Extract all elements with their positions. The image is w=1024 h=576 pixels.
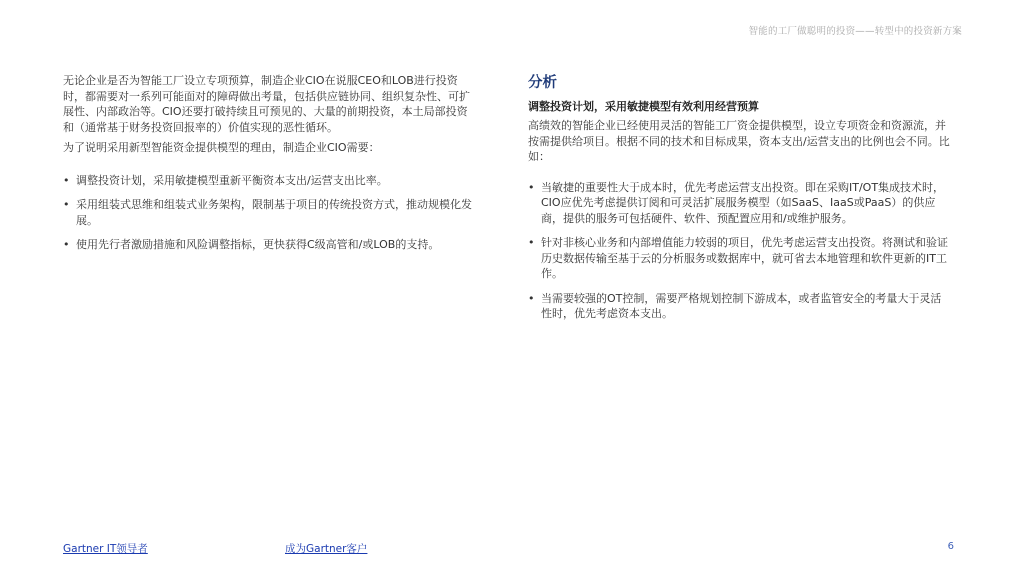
list-item-text: 当敏捷的重要性大于成本时，优先考虑运营支出投资。即在采购IT/OT集成技术时，CIO应优先考虑提供订阅和可灵活扩展服务模型（如SaaS、IaaS或PaaS）的供应商，提供的服务可包括硬件、软件、预配置应用和/或维护服务。	[541, 180, 945, 225]
analysis-intro-paragraph: 高绩效的智能企业已经使用灵活的智能工厂资金提供模型，设立专项资金和资源流，并按需提供给项目。根据不同的技术和目标成果，资本支出/运营支出的比例也会不同。比如：	[528, 119, 950, 163]
list-item-text: 针对非核心业务和内部增值能力较弱的项目，优先考虑运营支出投资。将测试和验证历史数据传输至基于云的分析服务或数据库中，就可省去本地管理和软件更新的IT工作。	[541, 236, 948, 280]
list-item	[63, 237, 475, 253]
lead-in-paragraph: 为了说明采用新型智能资金提供模型的理由，制造企业CIO需要：	[63, 141, 380, 154]
analysis-list	[528, 180, 952, 322]
list-item-text: 采用组装式思维和组装式业务架构，限制基于项目的传统投资方式，推动规模化发展。	[76, 198, 472, 227]
list-item	[528, 291, 952, 322]
gartner-it-leaders-link[interactable]: Gartner IT领导者	[63, 543, 148, 555]
become-gartner-client-link[interactable]: 成为Gartner客户	[285, 543, 368, 555]
page-number: 6	[947, 541, 954, 552]
list-item-text: 当需要较强的OT控制，需要严格规划控制下游成本，或者监管安全的考量大于灵活性时，优先考虑资本支出。	[541, 291, 942, 320]
section-subheading: 调整投资计划，采用敏捷模型有效利用经营预算	[528, 100, 759, 113]
list-item	[528, 180, 952, 227]
document-header-title: 智能的工厂做聪明的投资——转型中的投资新方案	[748, 26, 962, 37]
list-item	[528, 235, 952, 282]
list-item	[63, 173, 475, 189]
intro-paragraph: 无论企业是否为智能工厂设立专项预算，制造企业CIO在说服CEO和LOB进行投资时，都需要对一系列可能面对的障碍做出考量，包括供应链协同、组织复杂性、可扩展性、内部政治等。CIO还要打破持续且可预见的、大量的前期投资，本土局部投资和（通常基于财务投资回报率的）价值实现的恶性循环。	[63, 74, 470, 134]
list-item-text: 使用先行者激励措施和风险调整指标，更快获得C级高管和/或LOB的支持。	[76, 238, 440, 251]
list-item	[63, 197, 475, 228]
list-item-text: 调整投资计划，采用敏捷模型重新平衡资本支出/运营支出比率。	[76, 173, 388, 187]
bullet-icon: •	[63, 198, 70, 211]
bullet-icon: •	[528, 236, 535, 249]
recommendation-list	[63, 173, 475, 253]
bullet-icon: •	[63, 238, 70, 251]
bullet-icon: •	[528, 180, 535, 194]
section-title: 分析	[528, 75, 557, 91]
bullet-icon: •	[528, 291, 535, 305]
right-column	[528, 73, 952, 331]
left-column	[63, 73, 475, 262]
bullet-icon: •	[63, 173, 70, 187]
